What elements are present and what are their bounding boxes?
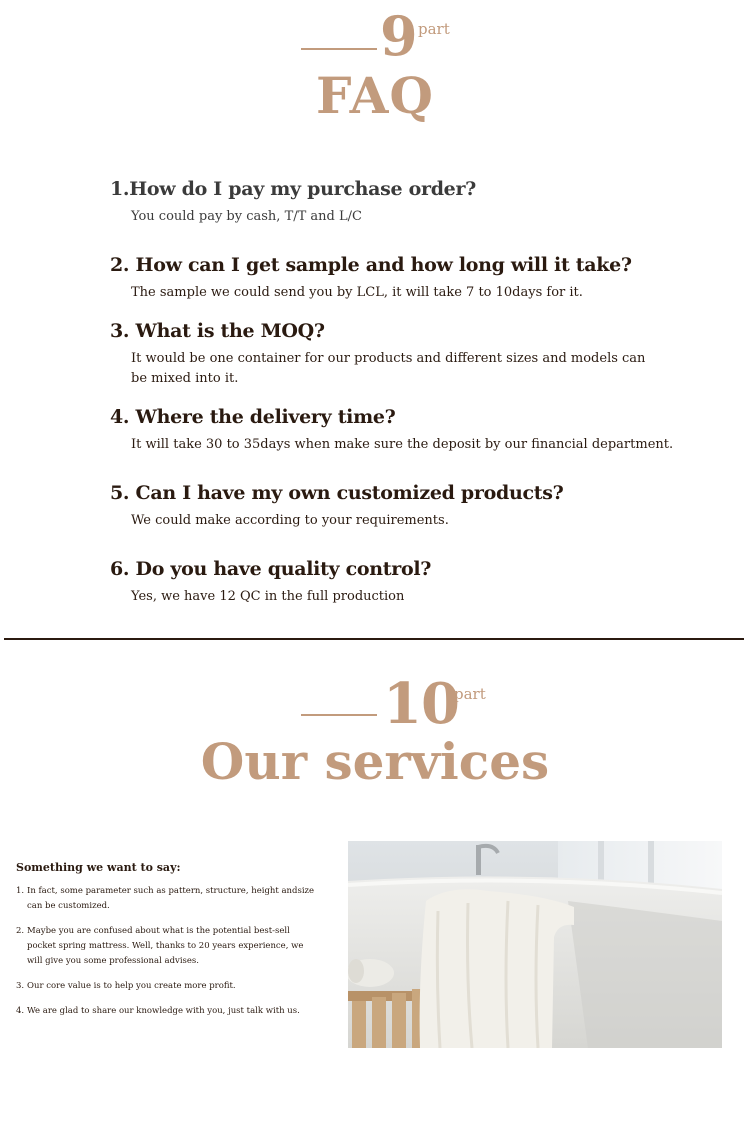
- faq-question: 1.How do I pay my purchase order?: [110, 178, 477, 200]
- list-item-text: We are glad to share our knowledge with you, just talk with us.: [27, 1006, 300, 1016]
- faq-answer: You could pay by cash, T/T and L/C: [131, 209, 362, 224]
- list-item: [16, 979, 316, 994]
- list-item-text: Our core value is to help you create more profit.: [27, 981, 236, 991]
- list-item-text: Maybe you are confused about what is the potential best-sell pocket spring mattress. Well, thanks to 20 years experience, we will give you some professional advises.: [27, 926, 304, 966]
- faq-answer: It would be one container for our products and different sizes and models can: [131, 351, 646, 366]
- faq-section-number: 9: [380, 4, 417, 68]
- faq-answer: The sample we could send you by LCL, it will take 7 to 10days for it.: [131, 285, 583, 300]
- list-item-number: 4.: [16, 1006, 25, 1016]
- faq-answer: It will take 30 to 35days when make sure the deposit by our financial department.: [131, 437, 674, 452]
- faq-answer: be mixed into it.: [131, 371, 239, 386]
- faq-part-label: part: [418, 20, 450, 38]
- services-header-rule: [301, 714, 377, 716]
- services-points-list: [16, 884, 316, 1029]
- faq-answer: Yes, we have 12 QC in the full production: [131, 589, 405, 604]
- faq-question: 4. Where the delivery time?: [110, 406, 396, 428]
- list-item-number: 3.: [16, 981, 25, 991]
- faq-answer: We could make according to your requirements.: [131, 513, 449, 528]
- faq-header-rule: [301, 48, 377, 50]
- faq-question: 5. Can I have my own customized products?: [110, 482, 564, 504]
- list-item-number: 2.: [16, 926, 25, 936]
- services-section-number: 10: [383, 671, 459, 737]
- list-item: [16, 1004, 316, 1019]
- list-item-number: 1.: [16, 886, 25, 896]
- faq-title: FAQ: [316, 66, 434, 125]
- list-item-text: In fact, some parameter such as pattern, structure, height andsize can be customized.: [27, 886, 315, 911]
- services-part-label: part: [454, 685, 486, 703]
- faq-question: 2. How can I get sample and how long will it take?: [110, 254, 632, 276]
- list-item: [16, 884, 316, 914]
- services-title: Our services: [200, 732, 550, 791]
- faq-question: 3. What is the MOQ?: [110, 320, 325, 342]
- section-divider: [4, 638, 744, 640]
- faq-question: 6. Do you have quality control?: [110, 558, 432, 580]
- bathroom-towel-photo: [348, 841, 722, 1048]
- services-intro-heading: Something we want to say:: [16, 861, 181, 874]
- list-item: [16, 924, 316, 969]
